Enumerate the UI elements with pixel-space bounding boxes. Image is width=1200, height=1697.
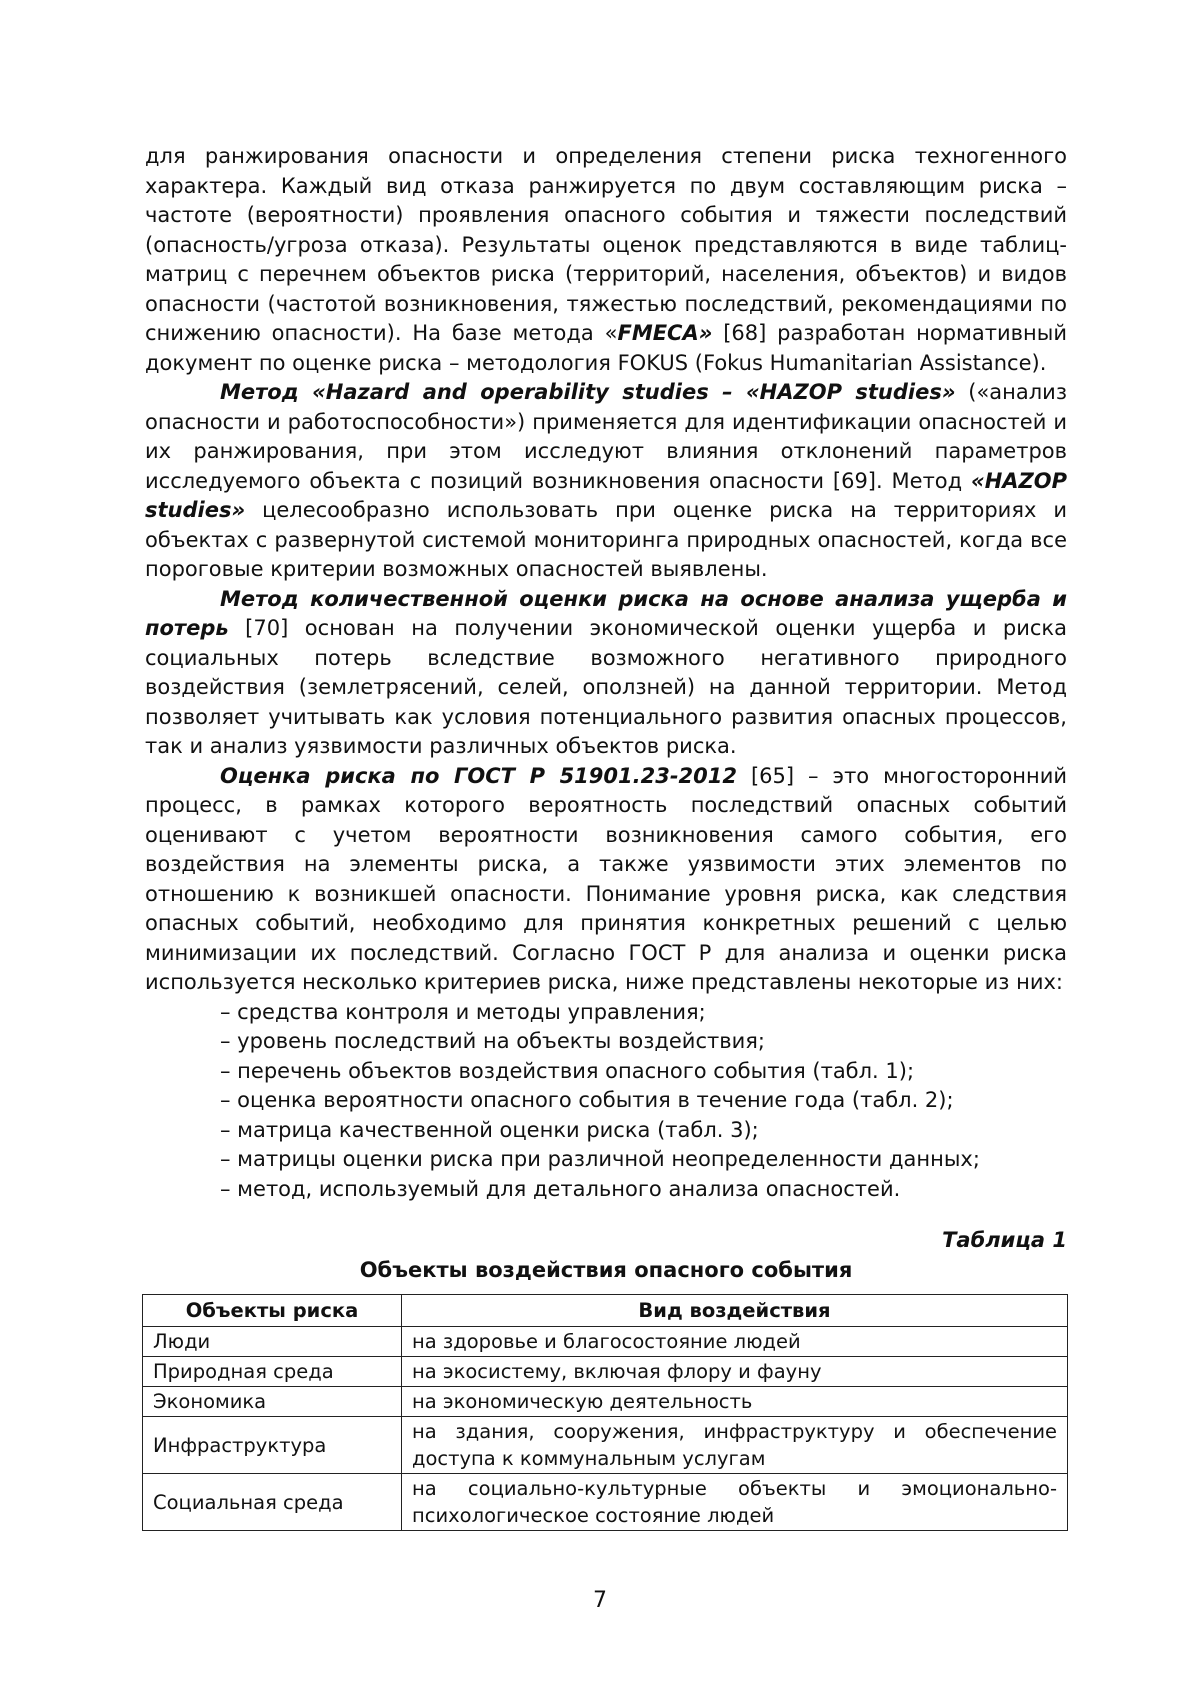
table-cell: Социальная среда xyxy=(143,1474,402,1531)
column-header: Объекты риска xyxy=(143,1295,402,1327)
table-row xyxy=(143,1417,1068,1474)
term-hazop: Метод «Hazard and operability studies – «HAZOP studies» xyxy=(220,380,956,404)
table-cell: Экономика xyxy=(143,1387,402,1417)
table-cell: на здоровье и благосостояние людей xyxy=(402,1327,1068,1357)
table-row xyxy=(143,1387,1068,1417)
paragraph-text: («анализ опасности и работоспособности») применяется для идентификации опасностей и их ранжирования, при этом исследуют влияния отклонений параметров исследуемого объекта с позиций возникновения опасности [69]. Метод xyxy=(145,380,1068,493)
term-quantitative-method: Метод количественной оценки риска на основе анализа ущерба и потерь xyxy=(145,586,1067,640)
table-cell: Люди xyxy=(143,1327,402,1357)
table-row xyxy=(143,1474,1068,1531)
list-item: – метод, используемый для детального анализа опасностей. xyxy=(220,1176,901,1201)
table-number: Таблица 1 xyxy=(942,1228,1067,1252)
table-title: Объекты воздействия опасного события xyxy=(359,1258,853,1282)
page-number: 7 xyxy=(593,1588,607,1613)
list-item: – перечень объектов воздействия опасного события (табл. 1); xyxy=(220,1058,915,1083)
body-text xyxy=(145,142,1067,1204)
paragraph xyxy=(145,585,1067,762)
list-item: – средства контроля и методы управления; xyxy=(220,999,706,1024)
list-item: – оценка вероятности опасного события в течение года (табл. 2); xyxy=(220,1088,954,1112)
table-cell: Природная среда xyxy=(143,1357,402,1387)
paragraph-text: [65] – это многосторонний процесс, в рамках которого вероятность последствий опасных событий оценивают с учетом вероятности возникновения самого события, его воздействия на элементы риска, а также уязвимости этих элементов по отношению к возникшей опасности. Понимание уровня риска, как следствия опасных событий, необходимо для принятия конкретных решений с целью минимизации их последствий. Согласно ГОСТ Р для анализа и оценки риска используется несколько критериев риска, ниже представлены некоторые из них: xyxy=(145,763,1067,994)
table-row xyxy=(143,1357,1068,1387)
table-row xyxy=(143,1327,1068,1357)
risk-objects-table xyxy=(142,1294,1068,1531)
table-cell: Инфраструктура xyxy=(143,1417,402,1474)
table-header-row xyxy=(143,1295,1068,1327)
paragraph-text: [70] основан на получении экономической оценки ущерба и риска социальных потерь вследствие возможного негативного природного воздействия (землетрясений, селей, оползней) на данной территории. Метод позволяет учитывать как условия потенциального развития опасных процессов, так и анализ уязвимости различных объектов риска. xyxy=(145,616,1067,758)
paragraph-text: целесообразно использовать при оценке риска на территориях и объектах с развернутой системой мониторинга природных опасностей, когда все пороговые критерии возможных опасностей выявлены. xyxy=(145,498,1067,581)
paragraph xyxy=(145,378,1067,585)
term-gost: Оценка риска по ГОСТ Р 51901.23-2012 xyxy=(220,763,737,788)
paragraph xyxy=(145,762,1067,998)
list-item: – уровень последствий на объекты воздействия; xyxy=(220,1029,765,1053)
table-cell: на экономическую деятельность xyxy=(402,1387,1068,1417)
table-cell: на социально-культурные объекты и эмоционально-психологическое состояние людей xyxy=(402,1474,1068,1531)
list-item: – матрицы оценки риска при различной неопределенности данных; xyxy=(220,1147,980,1171)
term-fmeca: FMECA» xyxy=(617,321,713,345)
column-header: Вид воздействия xyxy=(402,1295,1068,1327)
table-cell: на экосистему, включая флору и фауну xyxy=(402,1357,1068,1387)
term-hazop-studies: «HAZOP studies» xyxy=(145,468,1067,522)
criteria-list xyxy=(145,998,1067,1205)
paragraph-text: для ранжирования опасности и определения степени риска техногенного характера. Каждый вид отказа ранжируется по двум составляющим риска – частоте (вероятности) проявления опасного события и тяжести последствий (опасность/угроза отказа). Результаты оценок представляются в виде таблиц-матриц с перечнем объектов риска (территорий, населения, объектов) и видов опасности (частотой возникновения, тяжестью последствий, рекомендациями по снижению опасности). На базе метода « xyxy=(145,144,1067,345)
paragraph xyxy=(145,142,1067,378)
paragraph-text: [68] разработан нормативный документ по оценке риска – методология FOKUS (Fokus Humanitarian Assistance). xyxy=(145,321,1067,375)
table-cell: на здания, сооружения, инфраструктуру и обеспечение доступа к коммунальным услугам xyxy=(402,1417,1068,1474)
list-item: – матрица качественной оценки риска (табл. 3); xyxy=(220,1117,759,1142)
